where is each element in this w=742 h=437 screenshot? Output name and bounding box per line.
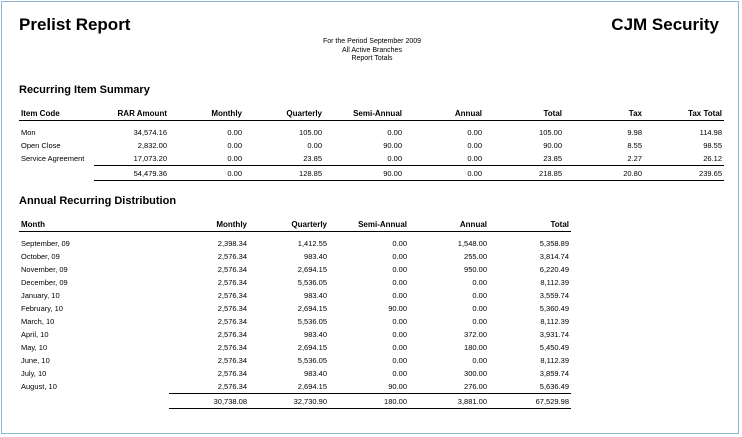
value-cell: 0.00 — [307, 141, 322, 150]
table-row — [19, 237, 571, 250]
value-cell: 34,574.16 — [133, 128, 167, 137]
totals-line: Report Totals — [351, 55, 393, 62]
value-cell: 2,576.34 — [217, 265, 247, 274]
value-cell: 2,694.15 — [297, 265, 327, 274]
value-cell: 5,358.89 — [539, 239, 569, 248]
total-cell: 32,730.90 — [249, 394, 329, 409]
item-code-cell: Open Close — [21, 141, 61, 150]
summary-totals-row — [19, 166, 724, 181]
value-cell: 23.85 — [484, 152, 564, 166]
value-cell: 255.00 — [464, 252, 487, 261]
col-semi-annual: Semi-Annual — [324, 106, 404, 121]
value-cell: 2,576.34 — [217, 343, 247, 352]
value-cell: 2,694.15 — [297, 304, 327, 313]
value-cell: 0.00 — [392, 265, 407, 274]
value-cell: 2,576.34 — [217, 278, 247, 287]
col-annual: Annual — [404, 106, 484, 121]
branches-line: All Active Branches — [342, 46, 402, 54]
value-cell: 0.00 — [404, 152, 484, 166]
value-cell: 5,450.49 — [539, 343, 569, 352]
col-monthly: Monthly — [169, 106, 244, 121]
total-cell: 0.00 — [404, 166, 484, 181]
value-cell: 1,548.00 — [457, 239, 487, 248]
table-row — [19, 380, 571, 394]
value-cell: 8,112.39 — [540, 317, 569, 326]
value-cell: 0.00 — [392, 278, 407, 287]
value-cell: 90.00 — [388, 304, 407, 313]
col-quarterly: Quarterly — [249, 217, 329, 232]
distribution-totals-row — [19, 394, 571, 409]
table-row — [19, 302, 571, 315]
total-cell: 239.65 — [644, 166, 724, 181]
table-row — [19, 341, 571, 354]
totals-label-cell — [19, 394, 169, 409]
table-row — [19, 315, 571, 328]
summary-header-row — [19, 106, 724, 121]
value-cell: 2,576.34 — [169, 380, 249, 394]
col-item-code: Item Code — [19, 106, 94, 121]
table-row — [19, 152, 724, 166]
report-title: Prelist Report — [19, 15, 131, 34]
total-cell: 128.85 — [244, 166, 324, 181]
value-cell: 0.00 — [387, 128, 402, 137]
col-month: Month — [19, 217, 169, 232]
col-quarterly: Quarterly — [244, 106, 324, 121]
month-cell: October, 09 — [21, 252, 60, 261]
period-line: For the Period September 2009 — [322, 38, 422, 45]
value-cell: 2,694.15 — [249, 380, 329, 394]
value-cell: 5,536.05 — [297, 317, 327, 326]
value-cell: 114.98 — [699, 128, 722, 137]
value-cell: 8.55 — [627, 141, 642, 150]
value-cell: 983.40 — [304, 291, 327, 300]
month-cell: August, 10 — [21, 382, 57, 392]
col-total: Total — [489, 217, 571, 232]
total-cell: 218.85 — [484, 166, 564, 181]
total-cell: 90.00 — [324, 166, 404, 181]
value-cell: 983.40 — [304, 369, 327, 378]
value-cell: 2,576.34 — [217, 304, 247, 313]
month-cell: January, 10 — [21, 291, 60, 300]
col-annual: Annual — [409, 217, 489, 232]
month-cell: November, 09 — [21, 265, 68, 274]
value-cell: 983.40 — [304, 252, 327, 261]
distribution-header-row — [19, 217, 571, 232]
item-code-cell: Mon — [21, 128, 36, 137]
value-cell: 983.40 — [304, 330, 327, 339]
value-cell: 5,536.05 — [297, 356, 327, 365]
total-cell: 67,529.98 — [489, 394, 571, 409]
total-cell: 0.00 — [169, 166, 244, 181]
col-tax-total: Tax Total — [644, 106, 724, 121]
value-cell: 2,398.34 — [217, 239, 247, 248]
value-cell: 0.00 — [169, 152, 244, 166]
month-cell: April, 10 — [21, 330, 49, 339]
value-cell: 90.00 — [543, 141, 562, 150]
value-cell: 105.00 — [539, 128, 562, 137]
distribution-table — [19, 217, 571, 409]
table-row — [19, 276, 571, 289]
value-cell: 5,360.49 — [539, 304, 569, 313]
summary-heading: Recurring Item Summary — [19, 84, 150, 96]
value-cell: 90.00 — [383, 141, 402, 150]
month-cell: June, 10 — [21, 356, 50, 365]
value-cell: 5,636.49 — [489, 380, 571, 394]
table-row — [19, 139, 724, 152]
value-cell: 3,859.74 — [539, 369, 569, 378]
month-cell: December, 09 — [21, 278, 68, 287]
table-row — [19, 126, 724, 139]
col-tax: Tax — [564, 106, 644, 121]
value-cell: 0.00 — [227, 141, 242, 150]
value-cell: 105.00 — [299, 128, 322, 137]
value-cell: 90.00 — [329, 380, 409, 394]
value-cell: 0.00 — [472, 356, 487, 365]
col-monthly: Monthly — [169, 217, 249, 232]
table-row — [19, 367, 571, 380]
table-row — [19, 263, 571, 276]
value-cell: 0.00 — [392, 239, 407, 248]
table-row — [19, 354, 571, 367]
value-cell: 2,576.34 — [217, 369, 247, 378]
month-cell: February, 10 — [21, 304, 63, 313]
total-cell: 30,738.08 — [169, 394, 249, 409]
table-row — [19, 289, 571, 302]
value-cell: 3,814.74 — [539, 252, 569, 261]
value-cell: 0.00 — [392, 330, 407, 339]
value-cell: 0.00 — [467, 141, 482, 150]
total-cell: 180.00 — [329, 394, 409, 409]
company-name: CJM Security — [611, 15, 719, 34]
month-cell: March, 10 — [21, 317, 55, 326]
col-semi-annual: Semi-Annual — [329, 217, 409, 232]
value-cell: 950.00 — [464, 265, 487, 274]
value-cell: 2,576.34 — [217, 356, 247, 365]
report-period — [272, 38, 472, 64]
value-cell: 1,412.55 — [297, 239, 327, 248]
total-cell: 3,881.00 — [409, 394, 489, 409]
value-cell: 180.00 — [464, 343, 487, 352]
value-cell: 0.00 — [472, 317, 487, 326]
month-cell: July, 10 — [21, 369, 47, 378]
value-cell: 300.00 — [464, 369, 487, 378]
value-cell: 0.00 — [392, 252, 407, 261]
value-cell: 3,559.74 — [539, 291, 569, 300]
value-cell: 372.00 — [464, 330, 487, 339]
value-cell: 5,536.05 — [297, 278, 327, 287]
value-cell: 0.00 — [227, 128, 242, 137]
value-cell: 2,576.34 — [217, 330, 247, 339]
total-cell: 20.80 — [564, 166, 644, 181]
value-cell: 23.85 — [244, 152, 324, 166]
value-cell: 0.00 — [324, 152, 404, 166]
value-cell: 0.00 — [392, 317, 407, 326]
value-cell: 2,694.15 — [297, 343, 327, 352]
value-cell: 0.00 — [392, 369, 407, 378]
value-cell: 2.27 — [564, 152, 644, 166]
value-cell: 2,576.34 — [217, 317, 247, 326]
item-code-cell: Service Agreement — [21, 154, 85, 164]
value-cell: 0.00 — [392, 291, 407, 300]
value-cell: 17,073.20 — [94, 152, 169, 166]
month-cell: September, 09 — [21, 239, 70, 248]
value-cell: 0.00 — [392, 356, 407, 365]
value-cell: 3,931.74 — [539, 330, 569, 339]
value-cell: 0.00 — [472, 278, 487, 287]
value-cell: 0.00 — [472, 291, 487, 300]
table-row — [19, 328, 571, 341]
value-cell: 2,832.00 — [137, 141, 167, 150]
value-cell: 98.55 — [703, 141, 722, 150]
value-cell: 2,576.34 — [217, 291, 247, 300]
value-cell: 8,112.39 — [540, 356, 569, 365]
distribution-heading: Annual Recurring Distribution — [19, 195, 177, 207]
value-cell: 0.00 — [392, 343, 407, 352]
totals-label-cell — [19, 166, 94, 181]
total-cell: 54,479.36 — [94, 166, 169, 181]
value-cell: 0.00 — [472, 304, 487, 313]
col-total: Total — [484, 106, 564, 121]
table-row — [19, 250, 571, 263]
report-frame — [1, 1, 739, 434]
value-cell: 9.98 — [627, 128, 642, 137]
value-cell: 8,112.39 — [540, 278, 569, 287]
month-cell: May, 10 — [21, 343, 48, 352]
value-cell: 2,576.34 — [217, 252, 247, 261]
value-cell: 6,220.49 — [539, 265, 569, 274]
col-rar-amount: RAR Amount — [94, 106, 169, 121]
summary-table — [19, 106, 724, 181]
value-cell: 26.12 — [644, 152, 724, 166]
value-cell: 0.00 — [467, 128, 482, 137]
value-cell: 276.00 — [409, 380, 489, 394]
